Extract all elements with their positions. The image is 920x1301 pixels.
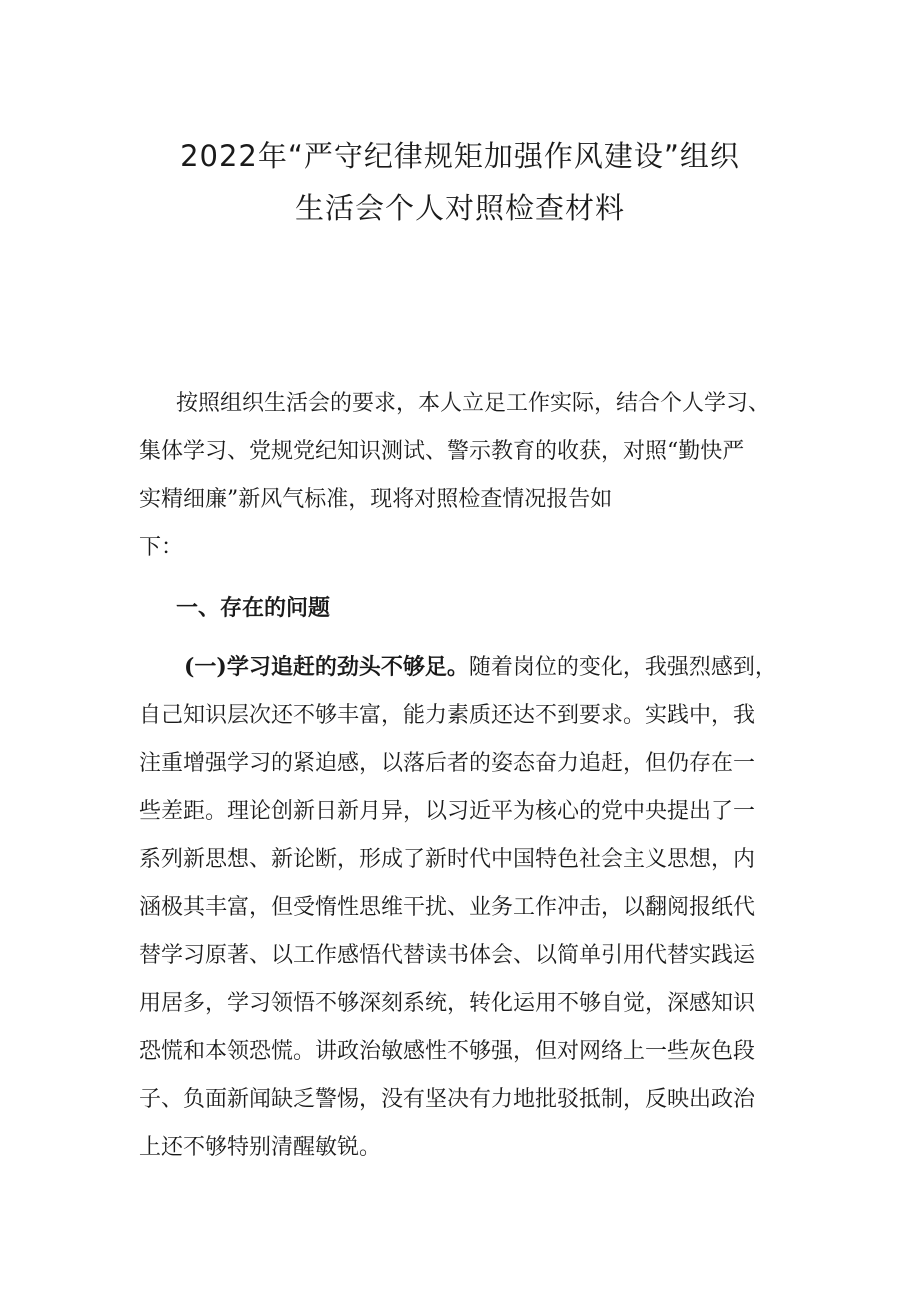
body-paragraph-line: 恐慌和本领恐慌。讲政治敏感性不够强，但对网络上一些灰色段 xyxy=(139,1039,756,1064)
body-paragraph-line: 自己知识层次还不够丰富，能力素质还达不到要求。实践中，我 xyxy=(139,703,756,728)
document-title-line-2: 生活会个人对照检查材料 xyxy=(294,191,625,225)
body-paragraph-line: 系列新思想、新论断，形成了新时代中国特色社会主义思想，内 xyxy=(139,847,756,872)
body-paragraph-line: 替学习原著、以工作感悟代替读书体会、以简单引用代替实践运 xyxy=(139,943,756,968)
body-paragraph-line: 子、负面新闻缺乏警惕，没有坚决有力地批驳抵制，反映出政治 xyxy=(139,1087,756,1112)
subsection-heading: (一)学习追赶的劲头不够足。 xyxy=(184,654,469,680)
body-paragraph-line: 注重增强学习的紧迫感，以落后者的姿态奋力追赶，但仍存在一 xyxy=(139,751,756,776)
body-paragraph-line: 涵极其丰富，但受惰性思维干扰、业务工作冲击，以翻阅报纸代 xyxy=(139,895,756,920)
body-paragraph-line: 些差距。理论创新日新月异，以习近平为核心的党中央提出了一 xyxy=(139,799,756,824)
document-title-line-1: 2022年“严守纪律规矩加强作风建设”组织 xyxy=(180,139,740,173)
section-heading: 一、存在的问题 xyxy=(176,595,331,621)
intro-paragraph-line: 实精细廉”新风气标准，现将对照检查情况报告如 xyxy=(139,487,613,512)
intro-paragraph-line: 下： xyxy=(139,535,184,560)
intro-paragraph-line: 按照组织生活会的要求，本人立足工作实际，结合个人学习、 xyxy=(176,391,771,416)
body-paragraph-line: 上还不够特别清醒敏锐。 xyxy=(139,1135,382,1160)
body-paragraph-line: 用居多，学习领悟不够深刻系统，转化运用不够自觉，深感知识 xyxy=(139,991,756,1016)
intro-paragraph-line: 集体学习、党规党纪知识测试、警示教育的收获，对照“勤快严 xyxy=(139,439,745,464)
subsection-first-line xyxy=(184,652,777,683)
subsection-first-line-text: 随着岗位的变化，我强烈感到， xyxy=(468,655,777,680)
